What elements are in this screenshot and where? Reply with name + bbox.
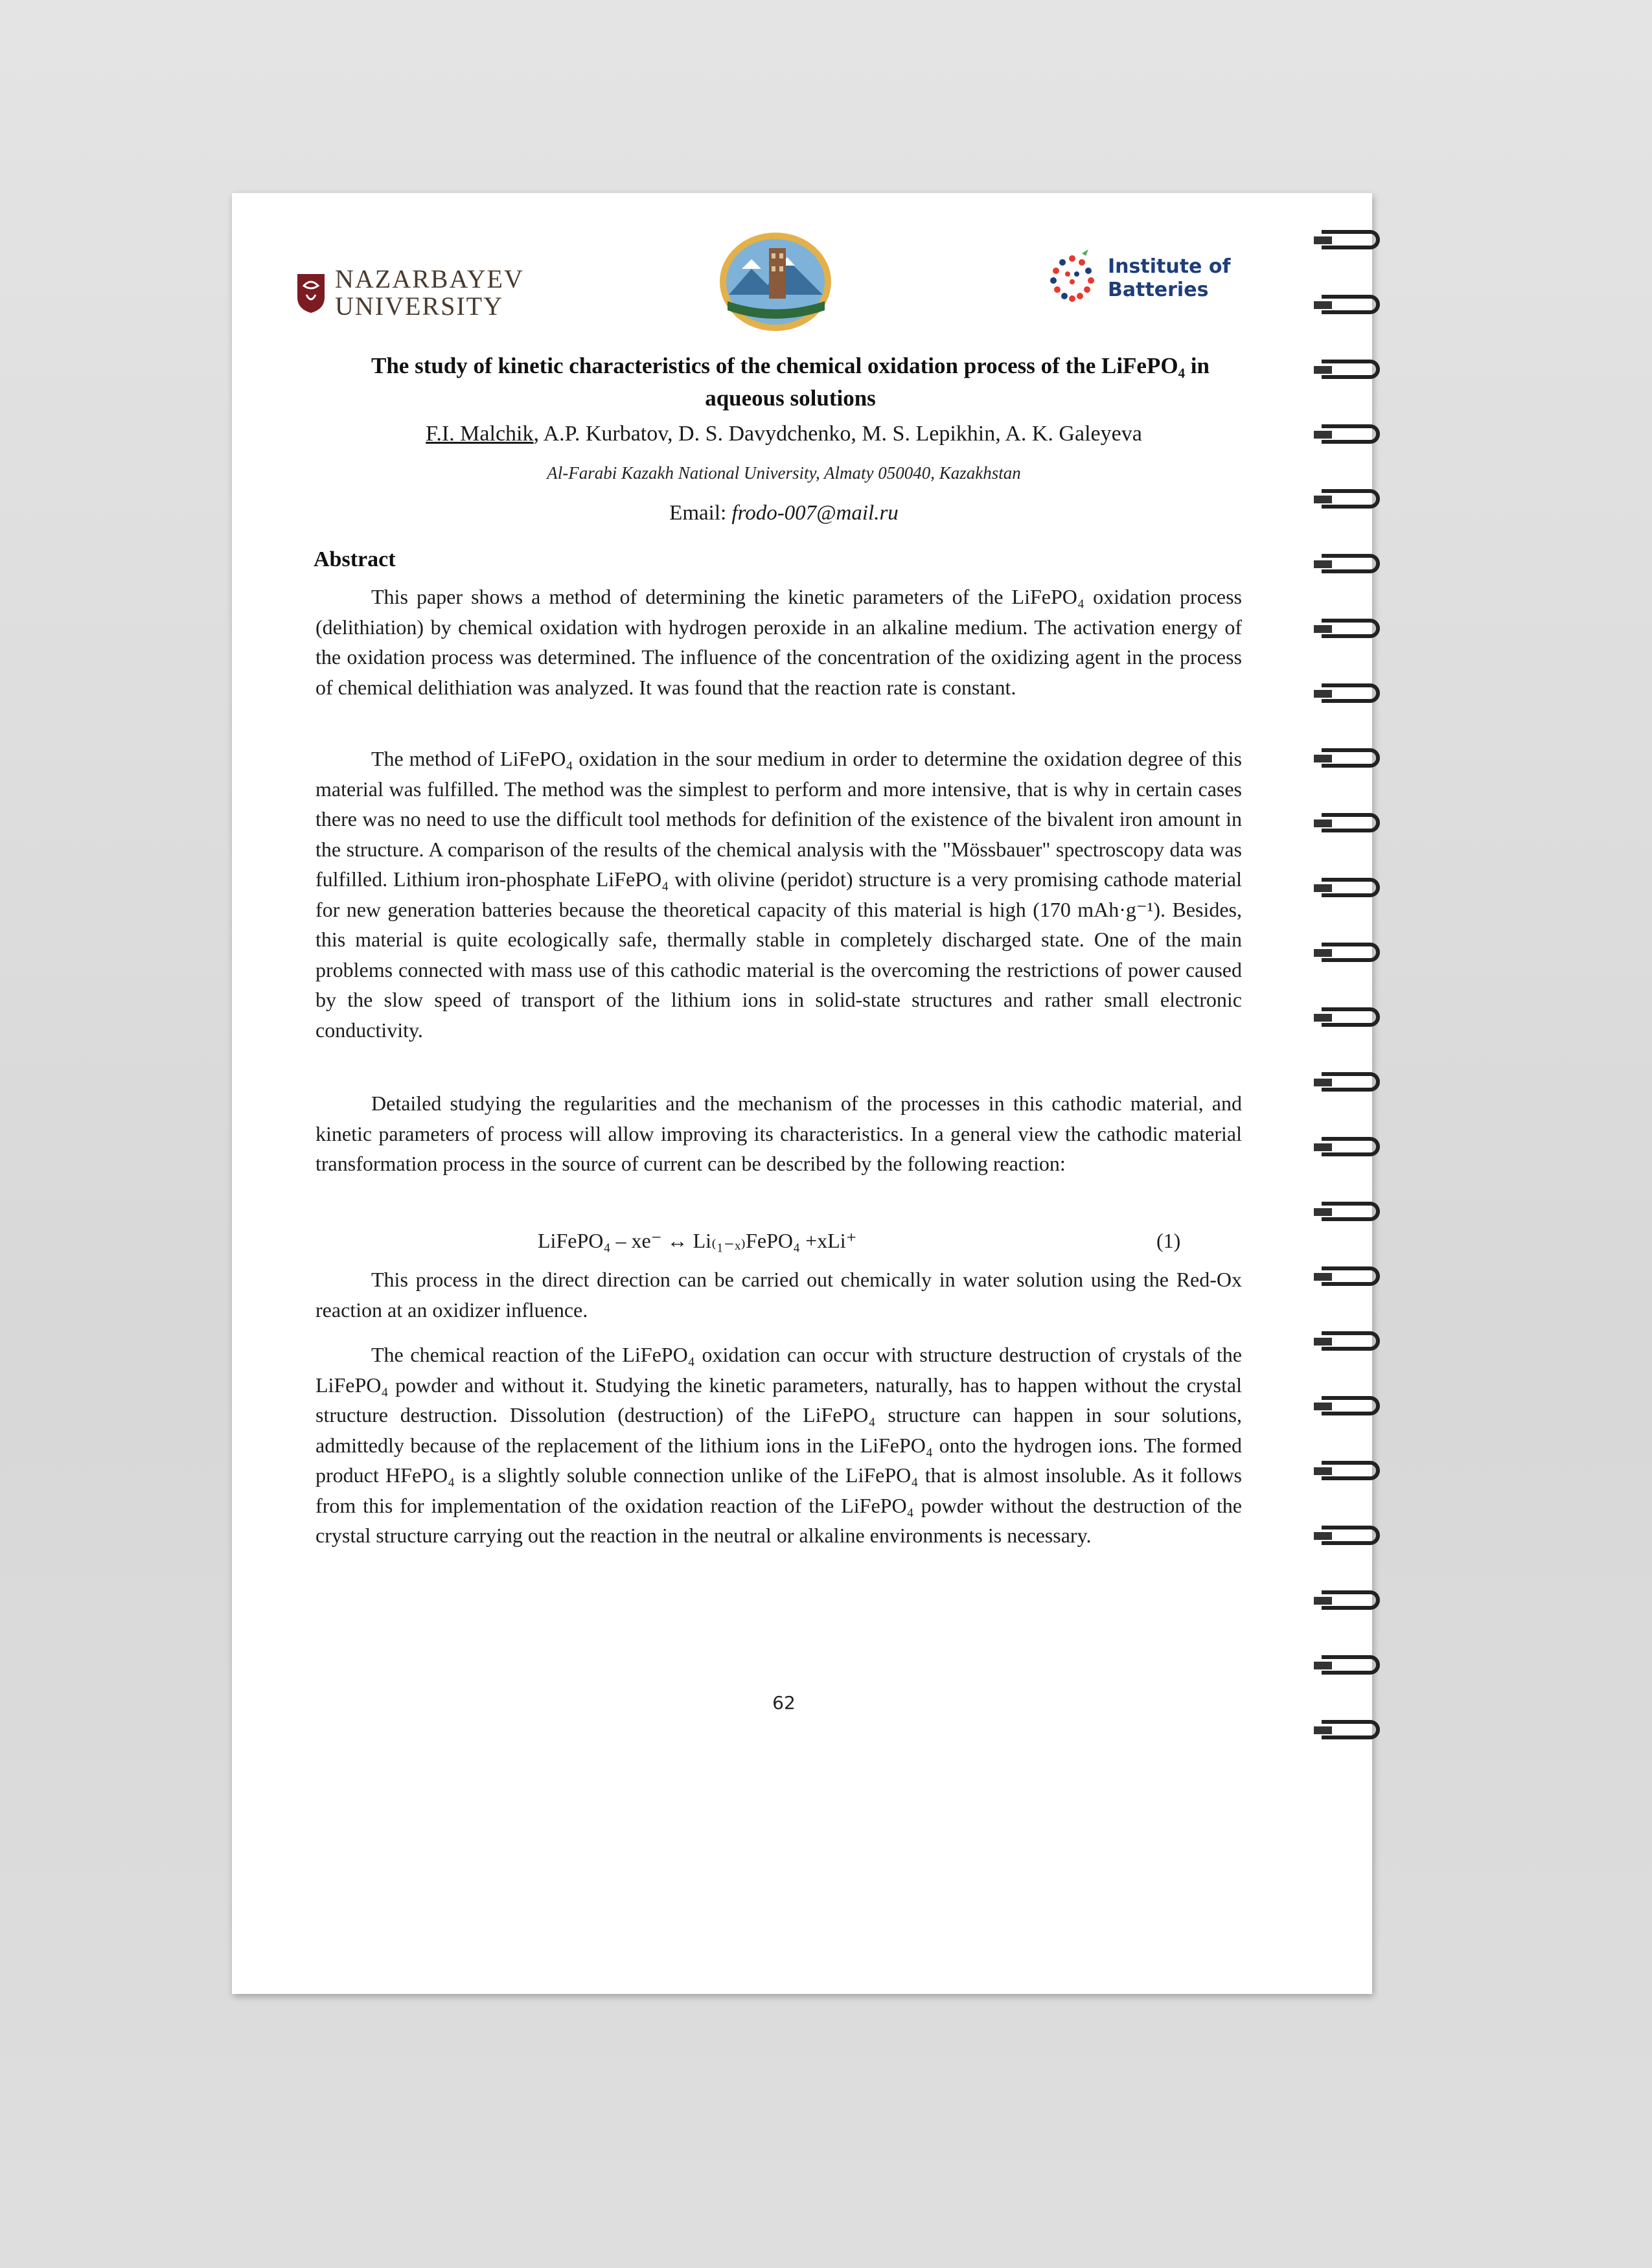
iob-name-line1: Institute of — [1108, 255, 1231, 278]
email-label: Email: — [669, 501, 732, 525]
equation-number: (1) — [1156, 1229, 1181, 1252]
nu-name-line2: UNIVERSITY — [335, 292, 503, 321]
paper-title: The study of kinetic characteristics of the chemical oxidation process of the LiFePO₄ in aqueous solutions — [371, 353, 1210, 411]
institute-of-batteries-logo — [1043, 249, 1231, 308]
nu-name-line1: NAZARBAYEV — [335, 264, 524, 293]
page-number: 62 — [772, 1692, 796, 1713]
abstract-paragraph: This paper shows a method of determining the kinetic parameters of the LiFePO₄ oxidation process (delithiation) by chemical oxidation with hydrogen peroxide in an alkaline medium. The activation energy of the oxidation process was determined. The influence of the concentration of the oxidizing agent in the process of chemical delithiation was analyzed. It was found that the reaction rate is constant. — [315, 585, 1242, 699]
body-paragraph-2: Detailed studying the regularities and the mechanism of the processes in this cathodic material, and kinetic parameters of process will allow improving its characteristics. In a general view the cathodic material transformation process in the source of current can be described by the following reaction: — [315, 1092, 1242, 1175]
abstract-heading: Abstract — [314, 547, 396, 571]
co-authors: , A.P. Kurbatov, D. S. Davydchenko, M. S. Lepikhin, A. K. Galeyeva — [533, 422, 1142, 446]
battery-dots-icon — [1043, 249, 1101, 308]
nu-shield-icon — [295, 271, 327, 314]
contact-email-line — [311, 499, 1257, 527]
body-paragraph-4: The chemical reaction of the LiFePO₄ oxidation can occur with structure destruction of crystals of the LiFePO₄ powder and without it. Studying the kinetic parameters, naturally, has to happen without the crystal structure destruction. Dissolution (destruction) of the LiFePO₄ structure can happen in sour solutions, admittedly because of the replacement of the lithium ions in the LiFePO₄ onto the hydrogen ions. The formed product HFePO₄ is a slightly soluble connection unlike of the LiFePO₄ that is almost insoluble. As it follows from this for implementation of the oxidation reaction of the LiFePO₄ powder without the destruction of the crystal structure carrying out the reaction in the neutral or alkaline environments is necessary. — [315, 1343, 1242, 1547]
affiliation: Al-Farabi Kazakh National University, Almaty 050040, Kazakhstan — [547, 463, 1021, 483]
body-paragraph-1: The method of LiFePO₄ oxidation in the sour medium in order to determine the oxidation degree of this material was fulfilled. The method was the simplest to perform and more intensive, that is why in certain cases there was no need to use the difficult tool methods for definition of the existence of the bivalent iron amount in the structure. A comparison of the results of the chemical analysis with the "Mössbauer" spectroscopy data was fulfilled. Lithium iron-phosphate LiFePO₄ with olivine (peridot) structure is a very promising cathode material for new generation batteries because the theoretical capacity of this material is high (170 mAh·g⁻¹). Besides, this material is quite ecologically safe, thermally stable in completely discharged state. One of the main problems connected with mass use of this cathodic material is the overcoming the restrictions of power caused by the slow speed of transport of the lithium ions in solid-state structures and rather small electronic conductivity. — [315, 747, 1242, 1042]
body-paragraph-3: This process in the direct direction can be carried out chemically in water solution using the Red-Ox reaction at an oxidizer influence. — [315, 1268, 1242, 1322]
nazarbayev-university-logo — [295, 266, 524, 320]
author-list — [311, 420, 1257, 448]
email-address[interactable]: frodo-007@mail.ru — [731, 501, 899, 525]
kaznu-emblem-icon — [716, 230, 836, 334]
first-author: F.I. Malchik — [426, 422, 534, 446]
iob-name-line2: Batteries — [1108, 279, 1209, 301]
reaction-equation: LiFePO₄ – xe⁻ ↔ Li₍₁₋ₓ₎FePO₄ +xLi⁺ — [538, 1229, 857, 1252]
